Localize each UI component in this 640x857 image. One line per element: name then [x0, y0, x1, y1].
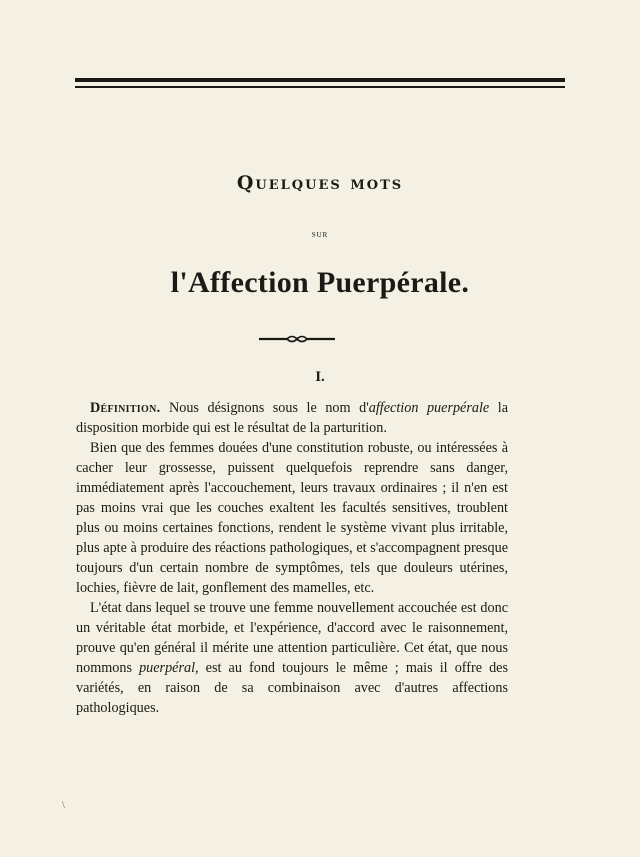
etat-term: puerpéral, — [139, 660, 199, 676]
section-number: I. — [315, 369, 325, 385]
body-text — [76, 398, 508, 718]
definition-term: affection puerpérale — [368, 400, 490, 416]
definition-pre: Nous désignons sous le nom d' — [160, 400, 369, 416]
paragraph-etat — [76, 598, 508, 718]
definition-post: la disposition morbide qui est le résultat de la parturition. — [76, 400, 509, 436]
top-rule-thick — [75, 78, 565, 82]
paragraph-constitution: Bien que des femmes douées d'une constitution robuste, ou intéressées à cacher leur grossesse, puissent quelquefois reprendre sans danger, immédiatement après l'accouchement, leurs travaux ordinaires ; il n'en est pas moins vrai que les couches exaltent les facultés sensitives, troublent plus ou moins certaines fonctions, rendent le système vivant plus irritable, plus apte à produire des réactions pathologiques, et s'accompagnent presque toujours d'un certain nombre de symptômes, tels que douleurs utérines, lochies, fièvre de lait, gonflement des mamelles, etc. — [76, 440, 508, 596]
gothic-title: Quelques mots — [236, 172, 404, 194]
top-rule-thin — [75, 86, 565, 88]
definition-lead: Définition. — [90, 400, 161, 416]
page-mark: \ — [62, 800, 65, 811]
paragraph-definition — [76, 398, 508, 438]
etat-pre: L'état dans lequel se trouve une femme nouvellement accouchée est donc un véritable état morbide, et l'expérience, d'accord avec le raisonnement, prouve qu'en général il mérite une attention particulière. Cet état, que nous nommons — [76, 600, 508, 676]
ornament-divider-icon — [259, 333, 335, 345]
etat-post: est au fond toujours le même ; mais il offre des variétés, en raison de sa combinaison avec d'autres affections pathologiques. — [76, 660, 509, 716]
main-title: l'Affection Puerpérale. — [170, 266, 470, 299]
title-connector: sur — [311, 229, 329, 240]
